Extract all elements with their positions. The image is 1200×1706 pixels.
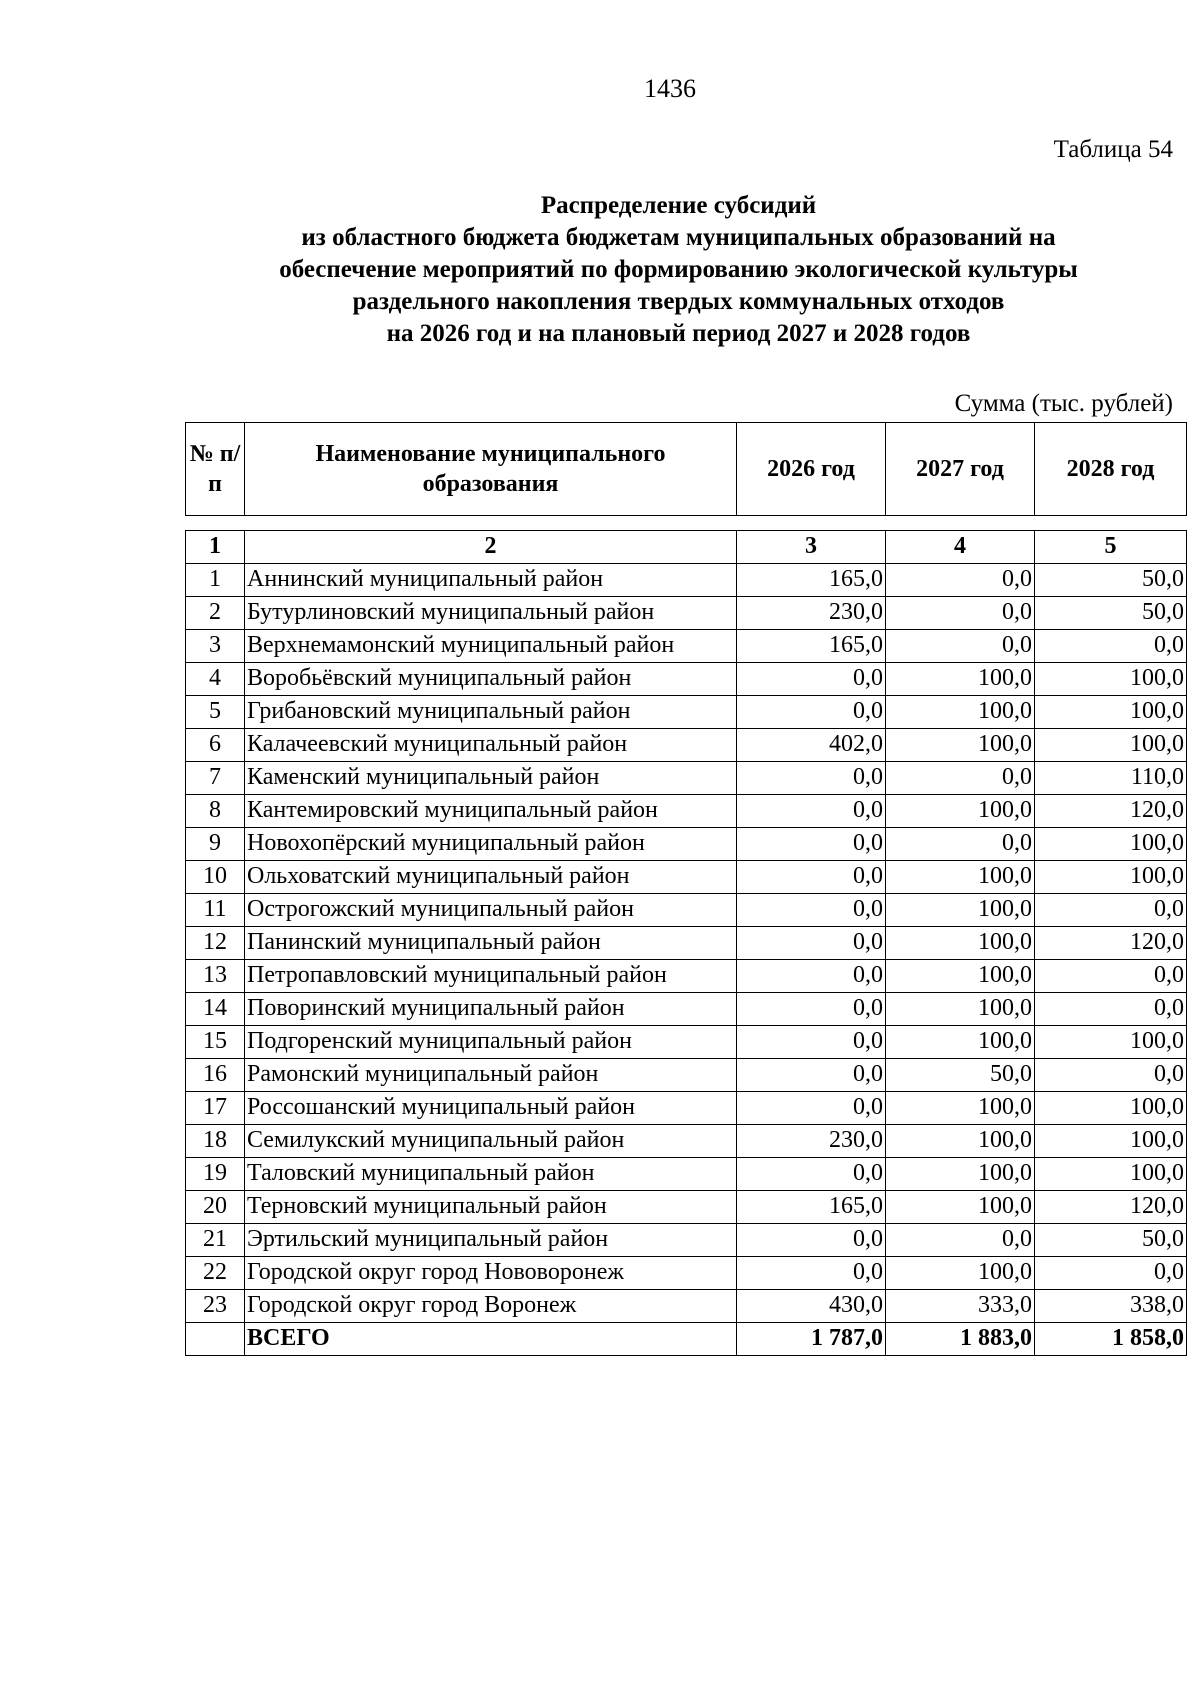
- row-value-2028: 120,0: [1035, 927, 1187, 960]
- row-value-2026: 0,0: [737, 795, 886, 828]
- total-2028: 1 858,0: [1035, 1323, 1187, 1356]
- table-row: [186, 663, 1187, 696]
- row-value-2026: 0,0: [737, 1026, 886, 1059]
- row-name: Таловский муниципальный район: [245, 1158, 737, 1191]
- row-value-2028: 0,0: [1035, 1059, 1187, 1092]
- units-label: Сумма (тыс. рублей): [954, 390, 1173, 417]
- header-num: № п/п: [186, 423, 245, 516]
- row-name: Городской округ город Нововоронеж: [245, 1257, 737, 1290]
- row-value-2026: 165,0: [737, 564, 886, 597]
- table-label: Таблица 54: [1053, 136, 1173, 163]
- row-value-2028: 0,0: [1035, 993, 1187, 1026]
- row-value-2028: 0,0: [1035, 960, 1187, 993]
- table-row: [186, 1125, 1187, 1158]
- row-value-2026: 0,0: [737, 1224, 886, 1257]
- column-number: 2: [245, 531, 737, 564]
- row-name: Воробьёвский муниципальный район: [245, 663, 737, 696]
- row-value-2028: 0,0: [1035, 894, 1187, 927]
- table-row: [186, 960, 1187, 993]
- table-row: [186, 762, 1187, 795]
- row-name: Калачеевский муниципальный район: [245, 729, 737, 762]
- table-row: [186, 1026, 1187, 1059]
- row-number: 18: [186, 1125, 245, 1158]
- row-number: 23: [186, 1290, 245, 1323]
- row-name: Бутурлиновский муниципальный район: [245, 597, 737, 630]
- row-value-2026: 0,0: [737, 1092, 886, 1125]
- total-label: ВСЕГО: [245, 1323, 737, 1356]
- row-value-2028: 0,0: [1035, 1257, 1187, 1290]
- title-line: на 2026 год и на плановый период 2027 и 2028 годов: [386, 320, 971, 347]
- row-value-2027: 100,0: [886, 795, 1035, 828]
- row-value-2027: 0,0: [886, 828, 1035, 861]
- row-value-2028: 50,0: [1035, 1224, 1187, 1257]
- row-value-2027: 100,0: [886, 927, 1035, 960]
- table-row: [186, 993, 1187, 1026]
- table-row: [186, 696, 1187, 729]
- table-row: [186, 1224, 1187, 1257]
- column-number: 5: [1035, 531, 1187, 564]
- row-value-2028: 100,0: [1035, 1026, 1187, 1059]
- page-number: 1436: [644, 74, 696, 103]
- row-value-2026: 0,0: [737, 894, 886, 927]
- row-value-2028: 100,0: [1035, 1092, 1187, 1125]
- row-value-2026: 0,0: [737, 696, 886, 729]
- header-name: Наименование муниципального образования: [245, 423, 737, 516]
- row-value-2027: 100,0: [886, 663, 1035, 696]
- table-row: [186, 795, 1187, 828]
- row-number: 10: [186, 861, 245, 894]
- row-value-2027: 100,0: [886, 1125, 1035, 1158]
- row-value-2027: 0,0: [886, 1224, 1035, 1257]
- row-value-2028: 110,0: [1035, 762, 1187, 795]
- row-number: 13: [186, 960, 245, 993]
- row-number: 5: [186, 696, 245, 729]
- row-value-2026: 0,0: [737, 960, 886, 993]
- row-name: Аннинский муниципальный район: [245, 564, 737, 597]
- row-name: Новохопёрский муниципальный район: [245, 828, 737, 861]
- total-2026: 1 787,0: [737, 1323, 886, 1356]
- row-value-2027: 50,0: [886, 1059, 1035, 1092]
- total-num: [186, 1323, 245, 1356]
- row-number: 17: [186, 1092, 245, 1125]
- row-value-2026: 0,0: [737, 663, 886, 696]
- row-value-2027: 100,0: [886, 729, 1035, 762]
- row-value-2026: 430,0: [737, 1290, 886, 1323]
- row-name: Поворинский муниципальный район: [245, 993, 737, 1026]
- document-title: [160, 190, 1197, 350]
- row-name: Подгоренский муниципальный район: [245, 1026, 737, 1059]
- row-value-2027: 100,0: [886, 1257, 1035, 1290]
- row-value-2028: 100,0: [1035, 696, 1187, 729]
- row-name: Семилукский муниципальный район: [245, 1125, 737, 1158]
- table-row: [186, 894, 1187, 927]
- header-2026: 2026 год: [737, 423, 886, 516]
- row-name: Острогожский муниципальный район: [245, 894, 737, 927]
- row-value-2026: 230,0: [737, 597, 886, 630]
- row-name: Терновский муниципальный район: [245, 1191, 737, 1224]
- column-number: 4: [886, 531, 1035, 564]
- row-value-2028: 120,0: [1035, 795, 1187, 828]
- row-value-2028: 100,0: [1035, 861, 1187, 894]
- row-name: Грибановский муниципальный район: [245, 696, 737, 729]
- row-value-2028: 100,0: [1035, 663, 1187, 696]
- table-row: [186, 861, 1187, 894]
- row-number: 6: [186, 729, 245, 762]
- row-number: 7: [186, 762, 245, 795]
- row-number: 2: [186, 597, 245, 630]
- row-name: Эртильский муниципальный район: [245, 1224, 737, 1257]
- total-2027: 1 883,0: [886, 1323, 1035, 1356]
- title-line: из областного бюджета бюджетам муниципальных образований на: [301, 224, 1056, 251]
- row-value-2027: 100,0: [886, 993, 1035, 1026]
- row-number: 8: [186, 795, 245, 828]
- row-number: 14: [186, 993, 245, 1026]
- row-value-2028: 338,0: [1035, 1290, 1187, 1323]
- row-value-2028: 50,0: [1035, 564, 1187, 597]
- row-value-2027: 333,0: [886, 1290, 1035, 1323]
- row-value-2026: 0,0: [737, 1158, 886, 1191]
- table-row: [186, 729, 1187, 762]
- row-value-2026: 0,0: [737, 927, 886, 960]
- row-value-2027: 100,0: [886, 861, 1035, 894]
- row-number: 16: [186, 1059, 245, 1092]
- row-name: Панинский муниципальный район: [245, 927, 737, 960]
- row-value-2028: 100,0: [1035, 1125, 1187, 1158]
- row-value-2026: 230,0: [737, 1125, 886, 1158]
- table-row: [186, 597, 1187, 630]
- title-line: обеспечение мероприятий по формированию экологической культуры: [279, 256, 1078, 283]
- row-name: Кантемировский муниципальный район: [245, 795, 737, 828]
- row-number: 20: [186, 1191, 245, 1224]
- row-number: 19: [186, 1158, 245, 1191]
- row-value-2027: 100,0: [886, 1158, 1035, 1191]
- row-value-2028: 100,0: [1035, 1158, 1187, 1191]
- row-value-2028: 100,0: [1035, 729, 1187, 762]
- column-number: 3: [737, 531, 886, 564]
- row-name: Верхнемамонский муниципальный район: [245, 630, 737, 663]
- row-number: 22: [186, 1257, 245, 1290]
- row-value-2026: 0,0: [737, 1059, 886, 1092]
- row-value-2026: 0,0: [737, 993, 886, 1026]
- row-name: Каменский муниципальный район: [245, 762, 737, 795]
- table-row: [186, 828, 1187, 861]
- row-number: 15: [186, 1026, 245, 1059]
- header-2028: 2028 год: [1035, 423, 1187, 516]
- title-line: раздельного накопления твердых коммунальных отходов: [352, 288, 1005, 315]
- row-value-2026: 0,0: [737, 762, 886, 795]
- row-value-2027: 100,0: [886, 1026, 1035, 1059]
- total-row: [186, 1323, 1187, 1356]
- row-value-2027: 100,0: [886, 960, 1035, 993]
- row-value-2027: 100,0: [886, 696, 1035, 729]
- row-value-2027: 0,0: [886, 762, 1035, 795]
- column-numbers-row: [186, 531, 1187, 564]
- row-number: 4: [186, 663, 245, 696]
- row-name: Рамонский муниципальный район: [245, 1059, 737, 1092]
- row-number: 9: [186, 828, 245, 861]
- row-value-2027: 100,0: [886, 1191, 1035, 1224]
- table-row: [186, 1059, 1187, 1092]
- row-value-2028: 50,0: [1035, 597, 1187, 630]
- row-name: Россошанский муниципальный район: [245, 1092, 737, 1125]
- header-2027: 2027 год: [886, 423, 1035, 516]
- row-number: 3: [186, 630, 245, 663]
- table-row: [186, 927, 1187, 960]
- column-number: 1: [186, 531, 245, 564]
- table-row: [186, 1158, 1187, 1191]
- table-row: [186, 564, 1187, 597]
- table-row: [186, 1257, 1187, 1290]
- row-number: 12: [186, 927, 245, 960]
- row-name: Петропавловский муниципальный район: [245, 960, 737, 993]
- row-number: 21: [186, 1224, 245, 1257]
- row-name: Ольховатский муниципальный район: [245, 861, 737, 894]
- row-value-2028: 120,0: [1035, 1191, 1187, 1224]
- table-row: [186, 1092, 1187, 1125]
- row-value-2026: 0,0: [737, 861, 886, 894]
- row-value-2026: 402,0: [737, 729, 886, 762]
- row-value-2026: 165,0: [737, 630, 886, 663]
- row-value-2026: 0,0: [737, 1257, 886, 1290]
- table-row: [186, 630, 1187, 663]
- table-row: [186, 1191, 1187, 1224]
- title-line: Распределение субсидий: [540, 192, 817, 219]
- row-value-2028: 100,0: [1035, 828, 1187, 861]
- row-number: 11: [186, 894, 245, 927]
- row-value-2027: 100,0: [886, 1092, 1035, 1125]
- row-value-2026: 165,0: [737, 1191, 886, 1224]
- row-name: Городской округ город Воронеж: [245, 1290, 737, 1323]
- row-value-2027: 100,0: [886, 894, 1035, 927]
- data-table: [185, 530, 1187, 1356]
- row-value-2027: 0,0: [886, 597, 1035, 630]
- row-number: 1: [186, 564, 245, 597]
- table-header: [185, 422, 1187, 516]
- table-row: [186, 1290, 1187, 1323]
- row-value-2027: 0,0: [886, 564, 1035, 597]
- row-value-2026: 0,0: [737, 828, 886, 861]
- row-value-2027: 0,0: [886, 630, 1035, 663]
- row-value-2028: 0,0: [1035, 630, 1187, 663]
